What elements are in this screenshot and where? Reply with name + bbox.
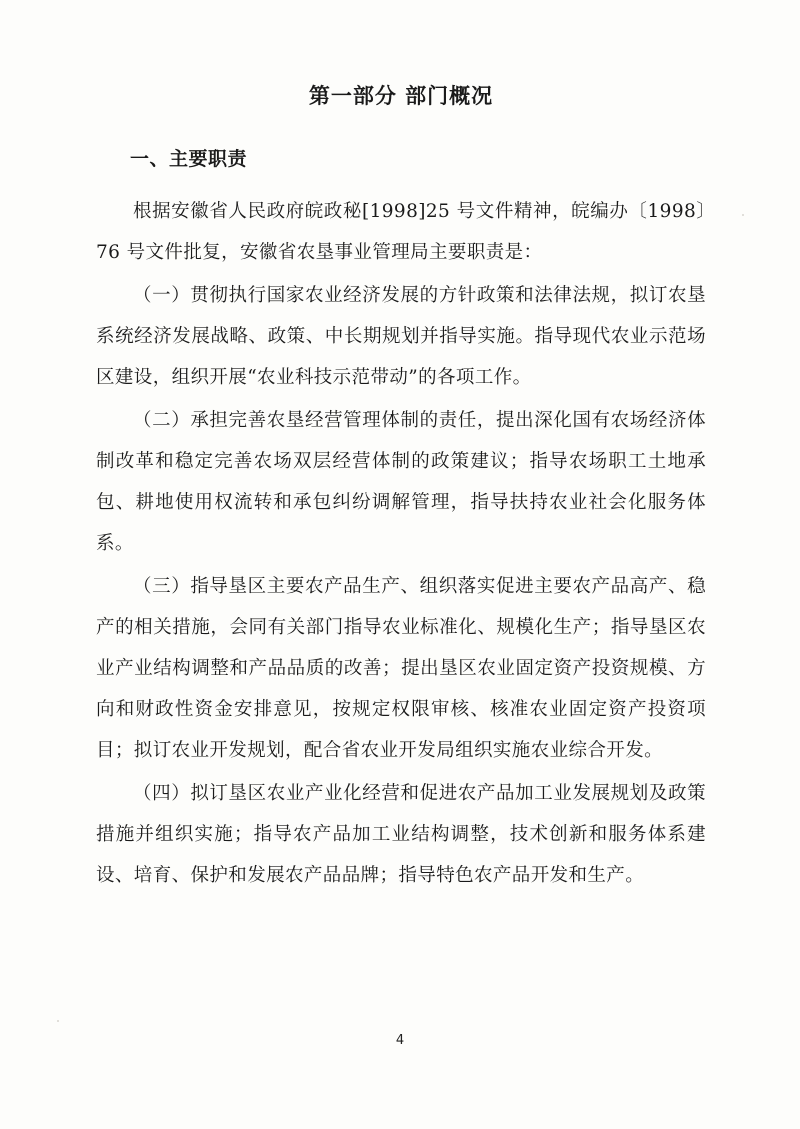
page-content xyxy=(96,80,706,898)
page-number: 4 xyxy=(395,1033,405,1048)
section-heading-main-duties: 一、主要职责 xyxy=(130,148,248,170)
paragraph-item-1: （一）贯彻执行国家农业经济发展的方针政策和法律法规，拟订农垦系统经济发展战略、政策、中长期规划并指导实施。指导现代农业示范场区建设，组织开展“农业科技示范带动”的各项工作。 xyxy=(96,285,706,388)
page-title: 第一部分 部门概况 xyxy=(308,84,494,108)
paragraph-item-3: （三）指导垦区主要农产品生产、组织落实促进主要农产品高产、稳产的相关措施，会同有关部门指导农业标准化、规模化生产；指导垦区农业产业结构调整和产品品质的改善；提出垦区农业固定资产投资规模、方向和财政性资金安排意见，按规定权限审核、核准农业固定资产投资项目；拟订农业开发规划，配合省农业开发局组织实施农业综合开发。 xyxy=(96,576,706,761)
paper-speck xyxy=(57,1020,59,1022)
paper-speck xyxy=(742,214,744,216)
paragraph-item-4: （四）拟订垦区农业产业化经营和促进农产品加工业发展规划及政策措施并组织实施；指导农产品加工业结构调整，技术创新和服务体系建设、培育、保护和发展农产品品牌；指导特色农产品开发和生产。 xyxy=(96,783,706,886)
paragraph-item-2: （二）承担完善农垦经营管理体制的责任，提出深化国有农场经济体制改革和稳定完善农场双层经营体制的政策建议；指导农场职工土地承包、耕地使用权流转和承包纠纷调解管理，指导扶持农业社会化服务体系。 xyxy=(96,410,706,554)
paragraph-intro: 根据安徽省人民政府皖政秘[1998]25 号文件精神，皖编办〔1998〕76 号文件批复，安徽省农垦事业管理局主要职责是： xyxy=(96,201,706,263)
